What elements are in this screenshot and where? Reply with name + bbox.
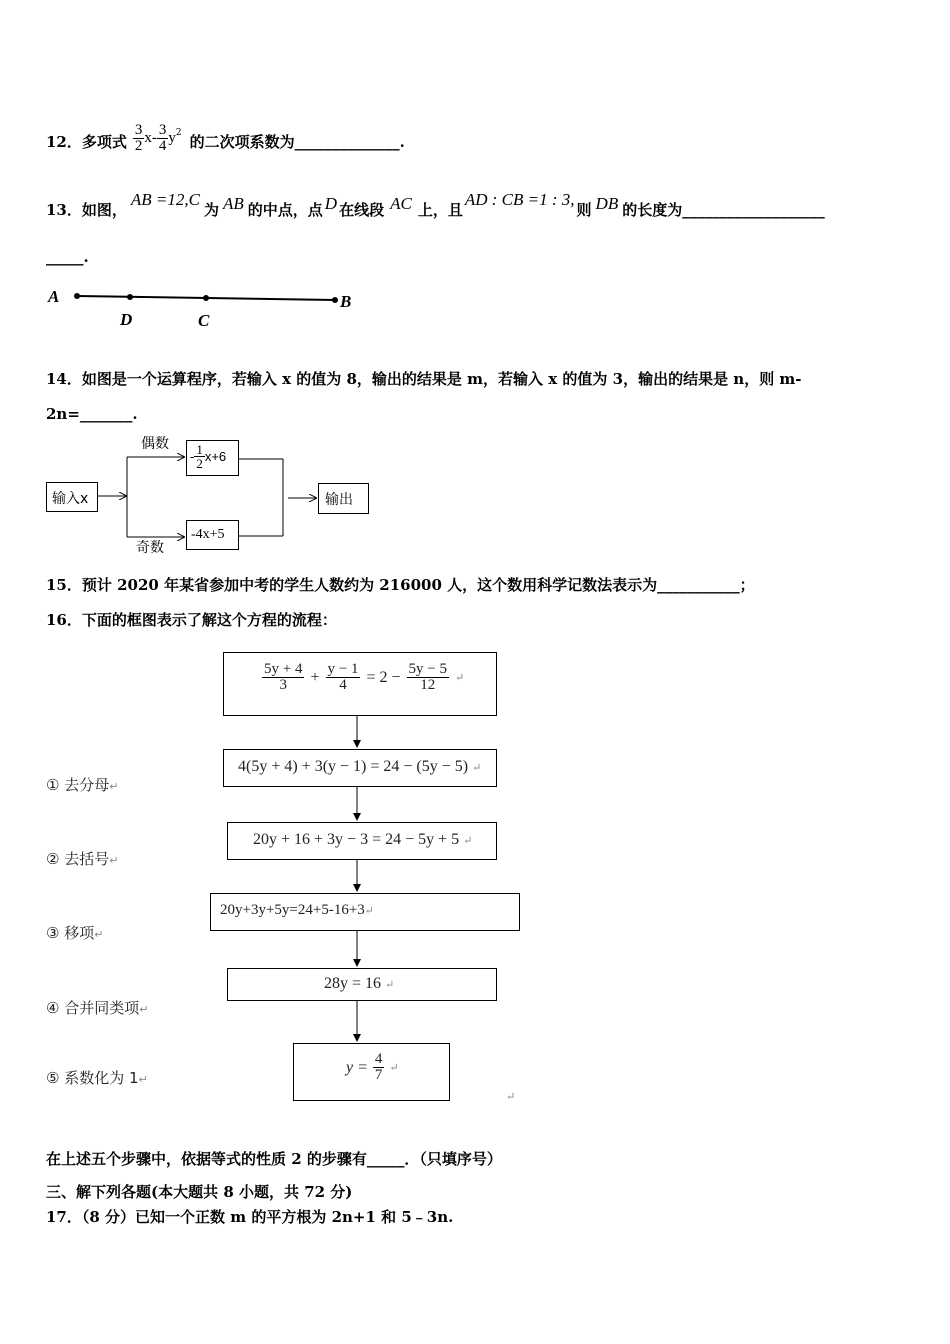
flow-arrows: [340, 715, 380, 1045]
q12-frac-b: $\frac{3}{4}$: [158, 122, 167, 154]
equation-3: 20y+3y+5y=24+5-16+3↵: [220, 902, 375, 918]
point-d: [127, 294, 133, 300]
step-1-label: ① 去分母↵: [46, 776, 119, 794]
step-5-label: ⑤ 系数化为 1↵: [46, 1069, 148, 1087]
equation-5: y = $\frac{4}{7}$ ↵: [346, 1051, 399, 1083]
output-box: 输出: [318, 483, 369, 514]
q12-lead: 多项式: [81, 133, 127, 151]
step-4-label: ④ 合并同类项↵: [46, 999, 149, 1017]
question-15: 15．预计 2020 年某省参加中考的学生人数约为 216000 人，这个数用科学记数法表示为___________；: [46, 576, 755, 594]
question-17: 17．（8 分）已知一个正数 m 的平方根为 2n+1 和 5﹣3n.: [46, 1208, 454, 1226]
label-d: D: [120, 310, 133, 329]
even-operation-box: - $\frac{1}{2}$ x+6: [186, 440, 239, 476]
equation-2: 20y + 16 + 3y − 3 = 24 − 5y + 5 ↵: [253, 831, 473, 848]
label-c: C: [198, 311, 210, 330]
point-a: [74, 293, 80, 299]
question-16-followup: 在上述五个步骤中，依据等式的性质 2 的步骤有_____．（只填序号）: [46, 1150, 502, 1168]
stray-return-mark: ↵: [506, 1090, 516, 1103]
equation-0: $\frac{5y + 4}{3}$ + $\frac{y - 1}{4}$ = 2 − $\frac{5y - 5}{12}$ ↵: [264, 661, 465, 693]
q13-line2: _____.: [46, 248, 89, 266]
odd-operation-box: -4x+5: [186, 520, 239, 550]
step-2-label: ② 去括号↵: [46, 850, 119, 868]
q12-number: 12．: [46, 133, 82, 151]
step-3-label: ③ 移项↵: [46, 924, 104, 942]
q13-segment-figure: [40, 280, 370, 335]
section-3-heading: 三、解下列各题(本大题共 8 小题，共 72 分): [46, 1183, 353, 1201]
label-b: B: [340, 292, 352, 311]
q12-tail: 的二次项系数为______________.: [189, 133, 405, 151]
point-b: [332, 297, 338, 303]
question-16: 16．下面的框图表示了解这个方程的流程：: [46, 611, 337, 629]
question-12: [46, 100, 405, 152]
even-label: 偶数: [141, 436, 169, 452]
question-14-line1: 14．如图是一个运算程序，若输入 x 的值为 8，输出的结果是 m，若输入 x 的值为 3，输出的结果是 n，则 m-: [46, 370, 802, 388]
q12-frac-a: $\frac{3}{2}$: [134, 122, 143, 154]
input-box: 输入x: [46, 482, 98, 512]
label-a: A: [48, 287, 60, 306]
question-14-line2: 2n=_______.: [46, 405, 138, 423]
equation-4: 28y = 16 ↵: [324, 975, 395, 992]
q12-polynomial: $\frac{3}{2}$ x- $\frac{3}{4}$ y $^2$: [134, 122, 182, 154]
equation-1: 4(5y + 4) + 3(y − 1) = 24 − (5y − 5) ↵: [238, 758, 482, 775]
point-c: [203, 295, 209, 301]
odd-label: 奇数: [136, 540, 164, 556]
question-13: 13． 如图， AB =12,C 为 AB 的中点，点 D 在线段 AC 上，且 AD : CB =1 : 3, 则 DB 的长度为___________________: [46, 190, 825, 219]
